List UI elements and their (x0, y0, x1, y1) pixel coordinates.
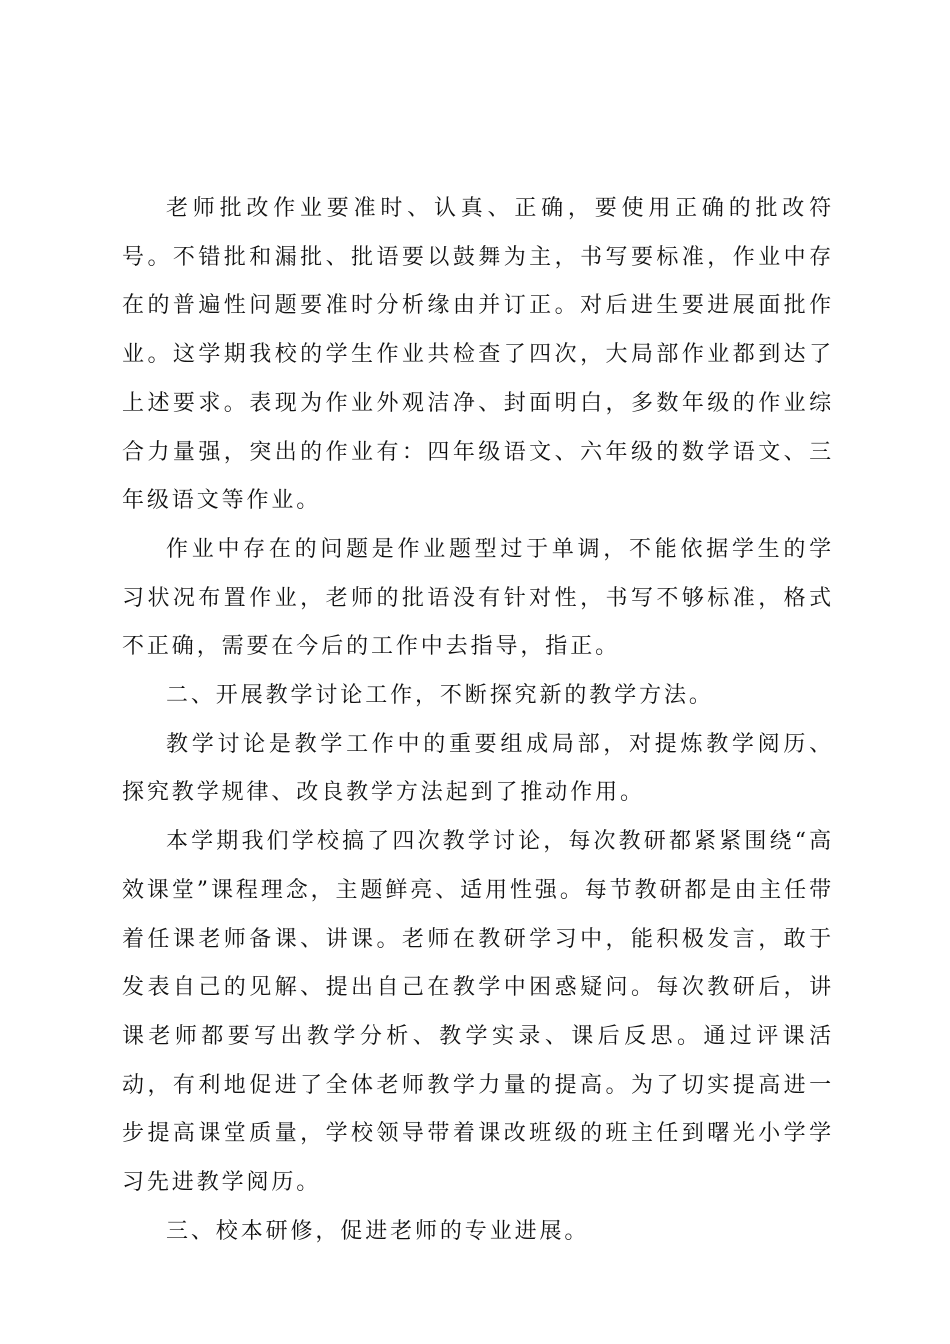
paragraph-teaching-discussion-detail: 本学期我们学校搞了四次教学讨论，每次教研都紧紧围绕“高效课堂”课程理念，主题鲜亮、适用性强。每节教研都是由主任带着任课老师备课、讲课。老师在教研学习中，能积极发言，敢于发表自己的见解、提出自己在教学中困惑疑问。每次教研后，讲课老师都要写出教学分析、教学实录、课后反思。通过评课活动，有利地促进了全体老师教学力量的提高。为了切实提高进一步提高课堂质量，学校领导带着课改班级的班主任到曙光小学学习先进教学阅历。 (122, 829, 834, 1196)
document-body (122, 185, 834, 1256)
section-heading-school-research: 三、校本研修，促进老师的专业进展。 (166, 1218, 590, 1244)
paragraph-teaching-discussion-intro: 教学讨论是教学工作中的重要组成局部，对提炼教学阅历、探究教学规律、改良教学方法起到了推动作用。 (122, 731, 834, 806)
paragraph-homework-grading: 老师批改作业要准时、认真、正确，要使用正确的批改符号。不错批和漏批、批语要以鼓舞为主，书写要标准，作业中存在的普遍性问题要准时分析缘由并订正。对后进生要进展面批作业。这学期我校的学生作业共检查了四次，大局部作业都到达了上述要求。表现为作业外观洁净、封面明白，多数年级的作业综合力量强，突出的作业有：四年级语文、六年级的数学语文、三年级语文等作业。 (122, 196, 834, 514)
section-heading-teaching-discussion: 二、开展教学讨论工作，不断探究新的教学方法。 (166, 683, 714, 709)
paragraph-homework-problems: 作业中存在的问题是作业题型过于单调，不能依据学生的学习状况布置作业，老师的批语没有针对性，书写不够标准，格式不正确，需要在今后的工作中去指导，指正。 (122, 536, 834, 660)
